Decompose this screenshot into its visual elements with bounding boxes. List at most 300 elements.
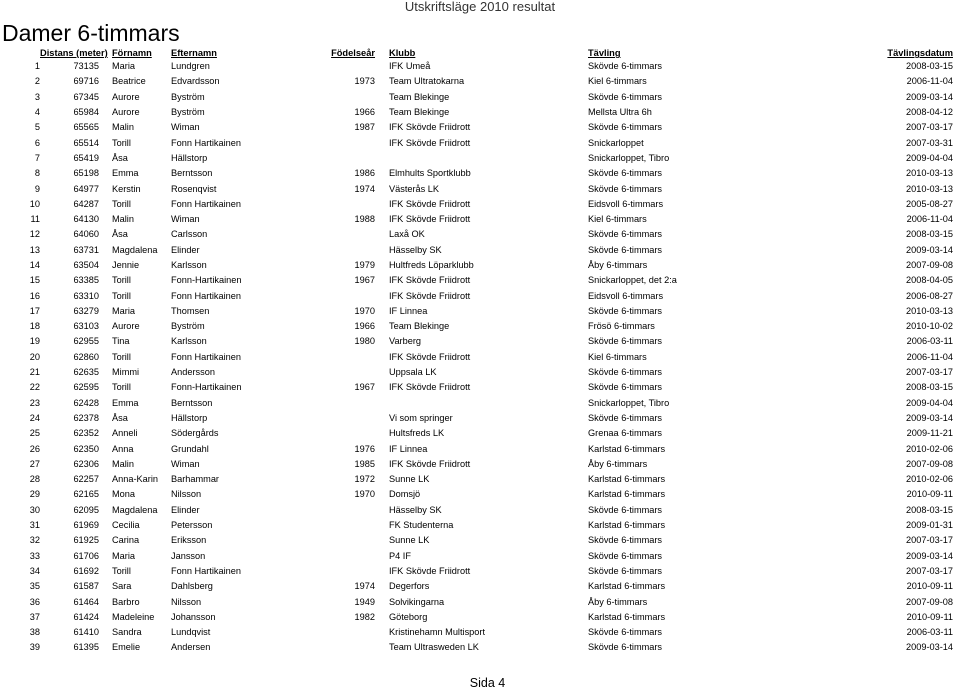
row-first-name: Kerstin [112, 183, 141, 194]
row-race: Eidsvoll 6-timmars [588, 290, 664, 301]
row-birth-year [290, 411, 375, 426]
row-rank: 25 [29, 428, 40, 439]
row-distance: 73135 [73, 61, 99, 72]
row-first-name: Magdalena [112, 244, 158, 255]
header-distance: Distans (meter) [40, 48, 108, 58]
row-race-date: 2007-09-08 [906, 458, 953, 469]
row-distance: 62352 [73, 428, 99, 439]
row-club: Uppsala LK [389, 367, 437, 378]
row-birth-year: 1970 [354, 489, 375, 500]
row-race-date: 2009-03-14 [906, 91, 953, 102]
row-club: IF Linnea [389, 443, 428, 454]
table-row [0, 197, 953, 212]
row-distance: 62635 [73, 367, 99, 378]
row-club: IFK Skövde Friidrott [389, 458, 471, 469]
row-race: Skövde 6-timmars [588, 336, 663, 347]
row-race: Skövde 6-timmars [588, 382, 663, 393]
row-race-date: 2010-09-11 [906, 489, 953, 500]
row-last-name: Wiman [171, 214, 200, 225]
row-race-date: 2006-03-11 [906, 336, 953, 347]
row-club: Solvikingarna [389, 596, 445, 607]
row-last-name: Karlsson [171, 260, 207, 270]
row-birth-year: 1979 [354, 260, 375, 270]
header-row [0, 47, 953, 59]
table-row [0, 533, 953, 548]
row-race: Kiel 6-timmars [588, 76, 647, 87]
row-first-name: Torill [112, 351, 131, 362]
row-club: IFK Skövde Friidrott [389, 382, 471, 393]
row-last-name: Wiman [171, 122, 200, 133]
table-row [0, 288, 953, 303]
row-race: Åby 6-timmars [588, 260, 648, 270]
row-last-name: Fonn Hartikainen [171, 565, 241, 576]
row-distance: 65514 [73, 137, 99, 148]
row-distance: 65419 [73, 152, 99, 163]
row-last-name: Eriksson [171, 535, 207, 546]
row-race-date: 2008-03-15 [906, 61, 953, 72]
row-last-name: Fonn-Hartikainen [171, 275, 242, 286]
row-birth-year [290, 533, 375, 548]
row-distance: 61464 [73, 596, 99, 607]
row-last-name: Carlsson [171, 229, 208, 240]
row-distance: 63310 [73, 290, 99, 301]
row-race: Grenaa 6-timmars [588, 428, 663, 439]
row-birth-year [290, 288, 375, 303]
row-race-date: 2009-04-04 [906, 152, 953, 163]
row-race: Skövde 6-timmars [588, 122, 663, 133]
row-birth-year: 1974 [354, 581, 375, 592]
table-row [0, 304, 953, 319]
row-birth-year [290, 350, 375, 365]
row-distance: 61410 [73, 627, 99, 638]
row-birth-year: 1976 [354, 443, 375, 454]
row-first-name: Tina [112, 336, 130, 347]
row-last-name: Petersson [171, 520, 213, 531]
row-race-date: 2008-03-15 [906, 504, 953, 515]
row-rank: 14 [29, 260, 40, 270]
table-row [0, 487, 953, 502]
table-row [0, 503, 953, 518]
row-first-name: Beatrice [112, 76, 146, 87]
row-rank: 3 [34, 91, 40, 102]
row-race-date: 2006-11-04 [906, 214, 953, 225]
row-rank: 34 [29, 565, 40, 576]
row-first-name: Torill [112, 198, 131, 209]
table-row [0, 610, 953, 625]
header-last-name: Efternamn [171, 48, 217, 58]
row-last-name: Wiman [171, 458, 200, 469]
row-birth-year: 1982 [354, 611, 375, 622]
table-row [0, 334, 953, 349]
row-rank: 6 [34, 137, 40, 148]
row-distance: 63504 [73, 260, 99, 270]
results-table [0, 47, 953, 656]
row-last-name: Nilsson [171, 489, 202, 500]
row-race: Snickarloppet, Tibro [588, 152, 670, 163]
table-row [0, 212, 953, 227]
row-first-name: Jennie [112, 260, 140, 270]
row-birth-year [290, 151, 375, 166]
row-birth-year: 1949 [354, 596, 375, 607]
row-birth-year: 1967 [354, 382, 375, 393]
row-first-name: Aurore [112, 91, 140, 102]
row-first-name: Åsa [112, 412, 128, 423]
row-distance: 64977 [73, 183, 99, 194]
row-race: Skövde 6-timmars [588, 642, 663, 653]
row-race-date: 2007-03-17 [906, 565, 953, 576]
row-first-name: Malin [112, 122, 134, 133]
table-row [0, 350, 953, 365]
row-last-name: Fonn Hartikainen [171, 198, 241, 209]
table-row [0, 441, 953, 456]
row-last-name: Fonn-Hartikainen [171, 382, 242, 393]
row-rank: 39 [29, 642, 40, 653]
row-last-name: Fonn Hartikainen [171, 351, 241, 362]
row-club: Team Ultratokarna [389, 76, 465, 87]
row-first-name: Malin [112, 458, 134, 469]
row-first-name: Torill [112, 290, 131, 301]
table-row [0, 426, 953, 441]
row-distance: 63279 [73, 305, 99, 316]
row-distance: 67345 [73, 91, 99, 102]
row-club: Laxå OK [389, 229, 425, 240]
table-row [0, 166, 953, 181]
row-birth-year [290, 227, 375, 242]
table-row [0, 518, 953, 533]
row-rank: 37 [29, 611, 40, 622]
row-last-name: Barhammar [171, 474, 219, 485]
row-birth-year [290, 243, 375, 258]
table-row [0, 594, 953, 609]
table-row [0, 625, 953, 640]
row-birth-year [290, 197, 375, 212]
row-race-date: 2006-03-11 [906, 627, 953, 638]
row-race: Skövde 6-timmars [588, 229, 663, 240]
row-race-date: 2009-03-14 [906, 642, 953, 653]
row-rank: 1 [34, 61, 40, 72]
row-race-date: 2007-03-17 [906, 535, 953, 546]
header-club: Klubb [389, 48, 416, 58]
row-race-date: 2010-03-13 [906, 183, 953, 194]
row-club: Hässelby SK [389, 504, 442, 515]
row-first-name: Maria [112, 305, 135, 316]
row-race: Skövde 6-timmars [588, 627, 663, 638]
table-row [0, 90, 953, 105]
row-race: Mellsta Ultra 6h [588, 107, 652, 118]
table-row [0, 380, 953, 395]
row-last-name: Dahlsberg [171, 581, 213, 592]
row-race-date: 2010-09-11 [906, 581, 953, 592]
row-distance: 62165 [73, 489, 99, 500]
row-club: Elmhults Sportklubb [389, 168, 471, 179]
row-race-date: 2009-03-14 [906, 412, 953, 423]
row-club: Team Blekinge [389, 107, 450, 118]
row-race: Frösö 6-timmars [588, 321, 655, 332]
row-club [375, 396, 588, 411]
row-distance: 61395 [73, 642, 99, 653]
document-title: Damer 6-timmars [2, 20, 180, 46]
row-distance: 62257 [73, 474, 99, 485]
table-row [0, 258, 953, 273]
row-distance: 62350 [73, 443, 99, 454]
row-club: Degerfors [389, 581, 430, 592]
table-row [0, 640, 953, 655]
row-race: Skövde 6-timmars [588, 244, 663, 255]
row-rank: 29 [29, 489, 40, 500]
row-distance: 64060 [73, 229, 99, 240]
print-mode-title: Utskriftsläge 2010 resultat [404, 0, 556, 14]
row-rank: 21 [29, 367, 40, 378]
row-first-name: Sandra [112, 627, 142, 638]
row-distance: 65984 [73, 107, 99, 118]
row-club: IFK Skövde Friidrott [389, 290, 471, 301]
row-distance: 61424 [73, 611, 99, 622]
row-race-date: 2010-02-06 [906, 443, 953, 454]
row-distance: 63731 [73, 244, 99, 255]
row-race: Skövde 6-timmars [588, 504, 663, 515]
row-last-name: Berntsson [171, 397, 213, 408]
row-birth-year [290, 625, 375, 640]
table-row [0, 59, 953, 74]
header-rank [0, 47, 40, 59]
row-last-name: Byström [171, 107, 205, 118]
row-race: Skövde 6-timmars [588, 367, 663, 378]
row-club: IFK Skövde Friidrott [389, 565, 471, 576]
row-club: IF Linnea [389, 305, 428, 316]
row-distance: 62306 [73, 458, 99, 469]
row-first-name: Madeleine [112, 611, 155, 622]
row-birth-year [290, 549, 375, 564]
row-race-date: 2007-09-08 [906, 260, 953, 270]
table-row [0, 120, 953, 135]
row-race-date: 2008-03-15 [906, 382, 953, 393]
table-row [0, 396, 953, 411]
row-rank: 4 [34, 107, 40, 118]
row-club: Varberg [389, 336, 422, 347]
row-club: Vi som springer [389, 412, 453, 423]
row-race: Åby 6-timmars [588, 458, 648, 469]
row-race: Skövde 6-timmars [588, 535, 663, 546]
row-birth-year [290, 503, 375, 518]
row-distance: 61925 [73, 535, 99, 546]
page-number: Sida 4 [469, 676, 506, 690]
row-first-name: Åsa [112, 152, 128, 163]
row-distance: 64130 [73, 214, 99, 225]
row-club: Hultsfreds LK [389, 428, 445, 439]
row-distance: 65198 [73, 168, 99, 179]
row-last-name: Lundqvist [171, 627, 211, 638]
row-club: Sunne LK [389, 535, 430, 546]
row-first-name: Sara [112, 581, 132, 592]
row-last-name: Fonn Hartikainen [171, 290, 241, 301]
row-birth-year: 1988 [354, 214, 375, 225]
row-club: IFK Skövde Friidrott [389, 137, 471, 148]
row-race-date: 2009-04-04 [906, 397, 953, 408]
row-race: Skövde 6-timmars [588, 91, 663, 102]
row-last-name: Nilsson [171, 596, 202, 607]
row-first-name: Torill [112, 565, 131, 576]
row-birth-year: 1966 [354, 321, 375, 332]
row-race-date: 2007-03-17 [906, 122, 953, 133]
row-race-date: 2010-10-02 [906, 321, 953, 332]
row-birth-year: 1970 [354, 305, 375, 316]
row-distance: 61969 [73, 520, 99, 531]
row-distance: 64287 [73, 198, 99, 209]
row-birth-year: 1986 [354, 168, 375, 179]
row-club: IFK Skövde Friidrott [389, 275, 471, 286]
row-rank: 27 [29, 458, 40, 469]
row-race: Karlstad 6-timmars [588, 443, 666, 454]
row-club: IFK Skövde Friidrott [389, 214, 471, 225]
row-race: Skövde 6-timmars [588, 412, 663, 423]
row-race: Snickarloppet, Tibro [588, 397, 670, 408]
row-distance: 61587 [73, 581, 99, 592]
row-birth-year: 1980 [354, 336, 375, 347]
row-rank: 20 [29, 351, 40, 362]
row-race: Karlstad 6-timmars [588, 489, 666, 500]
row-last-name: Thomsen [171, 305, 210, 316]
header-first-name: Förnamn [112, 48, 152, 58]
row-first-name: Maria [112, 61, 135, 72]
row-race: Karlstad 6-timmars [588, 474, 666, 485]
row-distance: 65565 [73, 122, 99, 133]
row-rank: 2 [34, 76, 40, 87]
row-first-name: Barbro [112, 596, 140, 607]
row-rank: 35 [29, 581, 40, 592]
row-race: Skövde 6-timmars [588, 305, 663, 316]
row-first-name: Carina [112, 535, 140, 546]
row-race-date: 2009-03-14 [906, 244, 953, 255]
row-race-date: 2005-08-27 [906, 198, 953, 209]
row-distance: 62378 [73, 412, 99, 423]
row-race: Snickarloppet, det 2:a [588, 275, 677, 286]
row-rank: 26 [29, 443, 40, 454]
row-birth-year [290, 90, 375, 105]
row-first-name: Cecilia [112, 520, 140, 531]
row-race: Åby 6-timmars [588, 596, 648, 607]
row-distance: 63103 [73, 321, 99, 332]
row-race-date: 2006-08-27 [906, 290, 953, 301]
row-distance: 63385 [73, 275, 99, 286]
row-race-date: 2007-09-08 [906, 596, 953, 607]
row-first-name: Anna-Karin [112, 474, 158, 485]
row-race-date: 2007-03-17 [906, 367, 953, 378]
row-distance: 61692 [73, 565, 99, 576]
row-race-date: 2009-01-31 [906, 520, 953, 531]
row-last-name: Hällstorp [171, 152, 208, 163]
row-race: Skövde 6-timmars [588, 550, 663, 561]
table-row [0, 181, 953, 196]
row-first-name: Torill [112, 275, 131, 286]
row-rank: 17 [29, 305, 40, 316]
row-club: IFK Skövde Friidrott [389, 122, 471, 133]
row-race: Karlstad 6-timmars [588, 520, 666, 531]
row-distance: 62428 [73, 397, 99, 408]
row-race-date: 2008-04-12 [906, 107, 953, 118]
row-club: IFK Skövde Friidrott [389, 198, 471, 209]
row-birth-year: 1973 [354, 76, 375, 87]
row-first-name: Aurore [112, 107, 140, 118]
row-rank: 32 [29, 535, 40, 546]
row-first-name: Emma [112, 397, 139, 408]
row-race-date: 2008-04-05 [906, 275, 953, 286]
table-row [0, 273, 953, 288]
row-first-name: Mona [112, 489, 135, 500]
row-race-date: 2009-11-21 [906, 428, 953, 439]
row-club: IFK Skövde Friidrott [389, 351, 471, 362]
row-birth-year [290, 396, 375, 411]
row-last-name: Byström [171, 321, 205, 332]
row-race-date: 2010-03-13 [906, 168, 953, 179]
row-rank: 28 [29, 474, 40, 485]
row-first-name: Åsa [112, 229, 128, 240]
row-rank: 11 [30, 214, 40, 225]
row-first-name: Malin [112, 214, 134, 225]
row-distance: 69716 [73, 76, 99, 87]
row-race-date: 2009-03-14 [906, 550, 953, 561]
row-rank: 38 [29, 627, 40, 638]
row-first-name: Anneli [112, 428, 138, 439]
row-club: Göteborg [389, 611, 428, 622]
row-rank: 16 [29, 290, 40, 301]
row-club: Hultfreds Löparklubb [389, 260, 474, 270]
row-first-name: Mimmi [112, 367, 140, 378]
row-race-date: 2010-02-06 [906, 474, 953, 485]
row-race: Karlstad 6-timmars [588, 581, 666, 592]
row-last-name: Byström [171, 91, 205, 102]
row-club: Kristinehamn Multisport [389, 627, 485, 638]
row-rank: 9 [34, 183, 40, 194]
row-birth-year: 1987 [354, 122, 375, 133]
row-first-name: Aurore [112, 321, 140, 332]
results-body [0, 59, 953, 656]
row-club: Västerås LK [389, 183, 440, 194]
row-race: Karlstad 6-timmars [588, 611, 666, 622]
row-birth-year [290, 518, 375, 533]
row-rank: 18 [29, 321, 40, 332]
table-row [0, 411, 953, 426]
row-race: Kiel 6-timmars [588, 351, 647, 362]
row-race: Kiel 6-timmars [588, 214, 647, 225]
row-rank: 22 [29, 382, 40, 393]
row-rank: 15 [29, 275, 40, 286]
row-birth-year [290, 59, 375, 74]
row-last-name: Jansson [171, 550, 206, 561]
row-last-name: Elinder [171, 244, 200, 255]
table-row [0, 227, 953, 242]
row-race: Skövde 6-timmars [588, 183, 663, 194]
row-race: Eidsvoll 6-timmars [588, 198, 664, 209]
row-birth-year: 1972 [354, 474, 375, 485]
row-club: Hässelby SK [389, 244, 442, 255]
row-birth-year: 1974 [354, 183, 375, 194]
row-race-date: 2006-11-04 [906, 351, 953, 362]
row-race: Snickarloppet [588, 137, 644, 148]
row-birth-year [290, 640, 375, 655]
row-rank: 30 [29, 504, 40, 515]
row-birth-year [290, 135, 375, 150]
table-row [0, 472, 953, 487]
table-row [0, 564, 953, 579]
row-birth-year: 1966 [354, 107, 375, 118]
row-club [375, 151, 588, 166]
row-first-name: Torill [112, 137, 131, 148]
table-row [0, 74, 953, 89]
row-last-name: Fonn Hartikainen [171, 137, 241, 148]
row-rank: 19 [29, 336, 40, 347]
row-birth-year: 1967 [354, 275, 375, 286]
row-last-name: Elinder [171, 504, 200, 515]
